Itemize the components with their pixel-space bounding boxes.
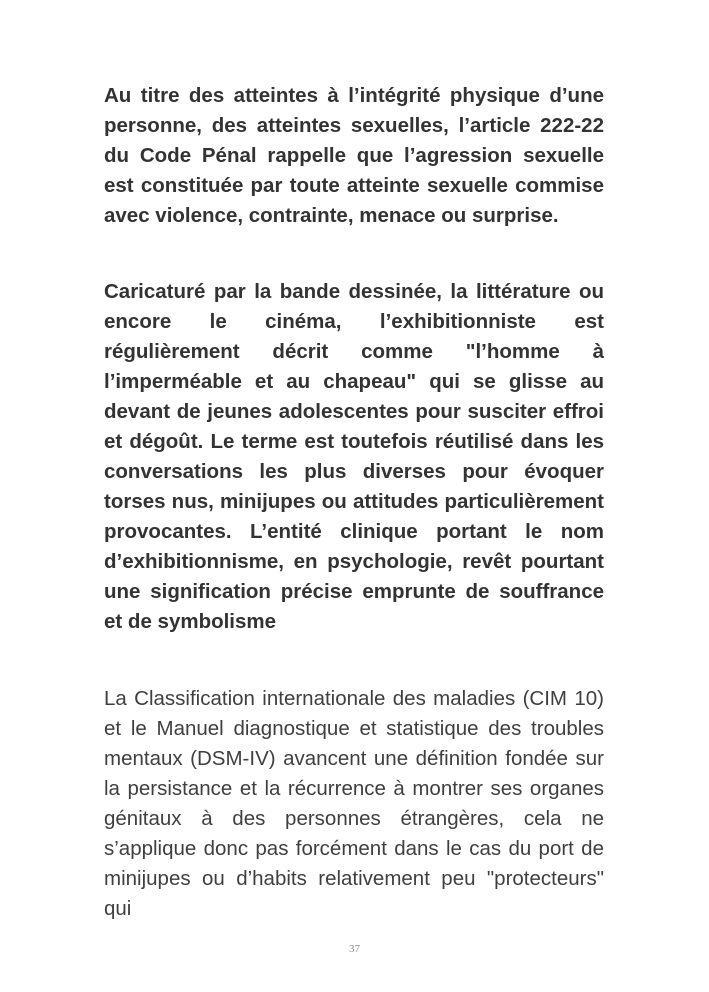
paragraph-exhibitionist-caricature: Caricaturé par la bande dessinée, la littérature ou encore le cinéma, l’exhibitionniste est régulièrement décrit comme "l’homme à l’imperméable et au chapeau" qui se glisse au devant de jeunes adolescentes pour susciter effroi et dégoût. Le terme est toutefois réutilisé dans les conversations les plus diverses pour évoquer torses nus, minijupes ou attitudes particulièrement provocantes. L’entité clinique portant le nom d’exhibitionnisme, en psychologie, revêt pourtant une signification précise emprunte de souffrance et de symbolisme bbox=[104, 280, 604, 633]
paragraph-classification-definition: La Classification internationale des maladies (CIM 10) et le Manuel diagnostique et statistique des troubles mentaux (DSM-IV) avancent une définition fondée sur la persistance et la récurrence à montrer ses organes génitaux à des personnes étrangères, cela ne s’applique donc pas forcément dans le cas du port de minijupes ou d’habits relativement peu "protecteurs" qui bbox=[104, 687, 604, 920]
paragraph-legal-definition: Au titre des atteintes à l’intégrité physique d’une personne, des atteintes sexuelles, l’article 222-22 du Code Pénal rappelle que l’agression sexuelle est constituée par toute atteinte sexuelle commise avec violence, contrainte, menace ou surprise. bbox=[104, 84, 604, 227]
page-number: 37 bbox=[349, 943, 360, 955]
